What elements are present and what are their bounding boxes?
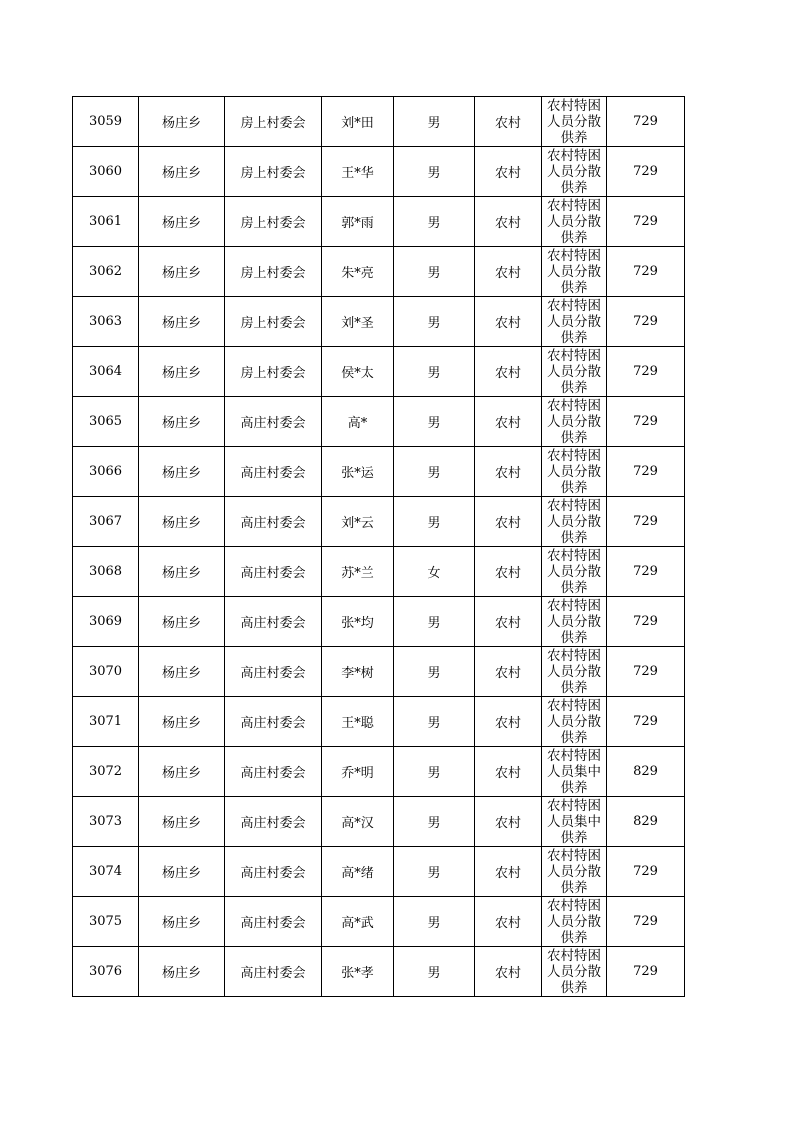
- town-cell: 杨庄乡: [139, 447, 225, 497]
- person-name-cell: 高*绪: [322, 847, 394, 897]
- village-cell: 房上村委会: [225, 347, 322, 397]
- gender-cell: 男: [394, 97, 475, 147]
- person-name-cell: 刘*田: [322, 97, 394, 147]
- town-cell: 杨庄乡: [139, 347, 225, 397]
- town-cell: 杨庄乡: [139, 747, 225, 797]
- residence-type-cell: 农村: [475, 847, 542, 897]
- village-cell: 高庄村委会: [225, 497, 322, 547]
- table-row: [73, 447, 685, 497]
- residence-type-cell: 农村: [475, 397, 542, 447]
- gender-cell: 男: [394, 397, 475, 447]
- record-id-cell: 3069: [73, 597, 139, 647]
- gender-cell: 男: [394, 197, 475, 247]
- person-name-cell: 郭*雨: [322, 197, 394, 247]
- amount-cell: 729: [607, 247, 685, 297]
- table-row: [73, 697, 685, 747]
- record-id-cell: 3061: [73, 197, 139, 247]
- town-cell: 杨庄乡: [139, 247, 225, 297]
- town-cell: 杨庄乡: [139, 697, 225, 747]
- gender-cell: 男: [394, 147, 475, 197]
- residence-type-cell: 农村: [475, 147, 542, 197]
- table-row: [73, 747, 685, 797]
- amount-cell: 729: [607, 547, 685, 597]
- record-id-cell: 3064: [73, 347, 139, 397]
- village-cell: 高庄村委会: [225, 897, 322, 947]
- village-cell: 房上村委会: [225, 147, 322, 197]
- person-name-cell: 侯*太: [322, 347, 394, 397]
- support-category-text: 农村特困人员分散供养: [547, 948, 601, 994]
- amount-cell: 729: [607, 947, 685, 997]
- person-name-cell: 高*汉: [322, 797, 394, 847]
- record-id-cell: 3068: [73, 547, 139, 597]
- table-row: [73, 797, 685, 847]
- person-name-cell: 王*华: [322, 147, 394, 197]
- amount-cell: 829: [607, 747, 685, 797]
- record-id-cell: 3075: [73, 897, 139, 947]
- amount-cell: 729: [607, 147, 685, 197]
- town-cell: 杨庄乡: [139, 847, 225, 897]
- gender-cell: 男: [394, 247, 475, 297]
- record-id-cell: 3074: [73, 847, 139, 897]
- village-cell: 高庄村委会: [225, 397, 322, 447]
- person-name-cell: 张*孝: [322, 947, 394, 997]
- village-cell: 高庄村委会: [225, 697, 322, 747]
- support-category-cell: [542, 547, 607, 597]
- support-category-cell: [542, 297, 607, 347]
- support-category-cell: [542, 647, 607, 697]
- table-row: [73, 347, 685, 397]
- support-category-text: 农村特困人员分散供养: [547, 698, 601, 744]
- village-cell: 高庄村委会: [225, 647, 322, 697]
- table-row: [73, 597, 685, 647]
- gender-cell: 男: [394, 847, 475, 897]
- table-row: [73, 497, 685, 547]
- support-category-text: 农村特困人员分散供养: [547, 648, 601, 694]
- support-category-text: 农村特困人员分散供养: [547, 498, 601, 544]
- gender-cell: 男: [394, 647, 475, 697]
- support-category-text: 农村特困人员分散供养: [547, 98, 601, 144]
- amount-cell: 729: [607, 447, 685, 497]
- gender-cell: 男: [394, 897, 475, 947]
- residence-type-cell: 农村: [475, 497, 542, 547]
- record-id-cell: 3067: [73, 497, 139, 547]
- village-cell: 高庄村委会: [225, 547, 322, 597]
- support-category-cell: [542, 897, 607, 947]
- support-category-cell: [542, 447, 607, 497]
- person-name-cell: 李*树: [322, 647, 394, 697]
- support-category-cell: [542, 147, 607, 197]
- town-cell: 杨庄乡: [139, 797, 225, 847]
- person-name-cell: 乔*明: [322, 747, 394, 797]
- town-cell: 杨庄乡: [139, 897, 225, 947]
- town-cell: 杨庄乡: [139, 947, 225, 997]
- person-name-cell: 刘*圣: [322, 297, 394, 347]
- table-row: [73, 197, 685, 247]
- table-row: [73, 297, 685, 347]
- residence-type-cell: 农村: [475, 947, 542, 997]
- residence-type-cell: 农村: [475, 347, 542, 397]
- table-row: [73, 247, 685, 297]
- village-cell: 房上村委会: [225, 297, 322, 347]
- support-category-cell: [542, 247, 607, 297]
- village-cell: 高庄村委会: [225, 747, 322, 797]
- gender-cell: 男: [394, 747, 475, 797]
- record-id-cell: 3072: [73, 747, 139, 797]
- residence-type-cell: 农村: [475, 547, 542, 597]
- support-category-text: 农村特困人员集中供养: [547, 798, 601, 844]
- support-category-text: 农村特困人员分散供养: [547, 598, 601, 644]
- record-id-cell: 3062: [73, 247, 139, 297]
- village-cell: 高庄村委会: [225, 847, 322, 897]
- support-category-cell: [542, 747, 607, 797]
- gender-cell: 男: [394, 947, 475, 997]
- table-row: [73, 547, 685, 597]
- village-cell: 房上村委会: [225, 97, 322, 147]
- table-row: [73, 847, 685, 897]
- support-category-text: 农村特困人员分散供养: [547, 848, 601, 894]
- person-name-cell: 高*武: [322, 897, 394, 947]
- record-id-cell: 3065: [73, 397, 139, 447]
- record-id-cell: 3071: [73, 697, 139, 747]
- support-category-cell: [542, 197, 607, 247]
- table-row: [73, 947, 685, 997]
- support-category-cell: [542, 347, 607, 397]
- residence-type-cell: 农村: [475, 647, 542, 697]
- support-category-cell: [542, 397, 607, 447]
- support-category-cell: [542, 797, 607, 847]
- town-cell: 杨庄乡: [139, 97, 225, 147]
- person-name-cell: 张*均: [322, 597, 394, 647]
- amount-cell: 729: [607, 497, 685, 547]
- residence-type-cell: 农村: [475, 797, 542, 847]
- residence-type-cell: 农村: [475, 697, 542, 747]
- village-cell: 房上村委会: [225, 247, 322, 297]
- town-cell: 杨庄乡: [139, 197, 225, 247]
- support-category-text: 农村特困人员分散供养: [547, 398, 601, 444]
- town-cell: 杨庄乡: [139, 297, 225, 347]
- record-id-cell: 3059: [73, 97, 139, 147]
- amount-cell: 729: [607, 897, 685, 947]
- gender-cell: 男: [394, 297, 475, 347]
- gender-cell: 男: [394, 447, 475, 497]
- record-id-cell: 3063: [73, 297, 139, 347]
- support-category-text: 农村特困人员分散供养: [547, 548, 601, 594]
- support-category-cell: [542, 97, 607, 147]
- amount-cell: 729: [607, 347, 685, 397]
- gender-cell: 男: [394, 697, 475, 747]
- town-cell: 杨庄乡: [139, 597, 225, 647]
- village-cell: 高庄村委会: [225, 947, 322, 997]
- amount-cell: 829: [607, 797, 685, 847]
- amount-cell: 729: [607, 397, 685, 447]
- support-category-text: 农村特困人员分散供养: [547, 148, 601, 194]
- amount-cell: 729: [607, 697, 685, 747]
- support-category-cell: [542, 697, 607, 747]
- table-row: [73, 647, 685, 697]
- record-id-cell: 3073: [73, 797, 139, 847]
- amount-cell: 729: [607, 597, 685, 647]
- town-cell: 杨庄乡: [139, 497, 225, 547]
- support-category-text: 农村特困人员分散供养: [547, 898, 601, 944]
- support-category-cell: [542, 847, 607, 897]
- support-category-cell: [542, 947, 607, 997]
- residence-type-cell: 农村: [475, 247, 542, 297]
- person-name-cell: 王*聪: [322, 697, 394, 747]
- residence-type-cell: 农村: [475, 97, 542, 147]
- support-category-text: 农村特困人员集中供养: [547, 748, 601, 794]
- residence-type-cell: 农村: [475, 197, 542, 247]
- support-category-text: 农村特困人员分散供养: [547, 198, 601, 244]
- town-cell: 杨庄乡: [139, 147, 225, 197]
- record-id-cell: 3066: [73, 447, 139, 497]
- village-cell: 房上村委会: [225, 197, 322, 247]
- gender-cell: 女: [394, 547, 475, 597]
- amount-cell: 729: [607, 647, 685, 697]
- support-category-text: 农村特困人员分散供养: [547, 248, 601, 294]
- support-category-cell: [542, 497, 607, 547]
- support-category-cell: [542, 597, 607, 647]
- amount-cell: 729: [607, 847, 685, 897]
- town-cell: 杨庄乡: [139, 547, 225, 597]
- support-category-text: 农村特困人员分散供养: [547, 298, 601, 344]
- record-id-cell: 3070: [73, 647, 139, 697]
- gender-cell: 男: [394, 497, 475, 547]
- roster-body: [73, 97, 685, 997]
- table-row: [73, 97, 685, 147]
- record-id-cell: 3076: [73, 947, 139, 997]
- town-cell: 杨庄乡: [139, 397, 225, 447]
- residence-type-cell: 农村: [475, 747, 542, 797]
- village-cell: 高庄村委会: [225, 447, 322, 497]
- residence-type-cell: 农村: [475, 447, 542, 497]
- village-cell: 高庄村委会: [225, 797, 322, 847]
- town-cell: 杨庄乡: [139, 647, 225, 697]
- table-row: [73, 147, 685, 197]
- residence-type-cell: 农村: [475, 297, 542, 347]
- village-cell: 高庄村委会: [225, 597, 322, 647]
- roster-table: [72, 96, 685, 997]
- person-name-cell: 苏*兰: [322, 547, 394, 597]
- amount-cell: 729: [607, 97, 685, 147]
- table-row: [73, 897, 685, 947]
- person-name-cell: 张*运: [322, 447, 394, 497]
- support-category-text: 农村特困人员分散供养: [547, 448, 601, 494]
- gender-cell: 男: [394, 347, 475, 397]
- table-row: [73, 397, 685, 447]
- residence-type-cell: 农村: [475, 897, 542, 947]
- amount-cell: 729: [607, 197, 685, 247]
- person-name-cell: 朱*亮: [322, 247, 394, 297]
- residence-type-cell: 农村: [475, 597, 542, 647]
- person-name-cell: 刘*云: [322, 497, 394, 547]
- gender-cell: 男: [394, 597, 475, 647]
- support-category-text: 农村特困人员分散供养: [547, 348, 601, 394]
- person-name-cell: 高*: [322, 397, 394, 447]
- gender-cell: 男: [394, 797, 475, 847]
- amount-cell: 729: [607, 297, 685, 347]
- record-id-cell: 3060: [73, 147, 139, 197]
